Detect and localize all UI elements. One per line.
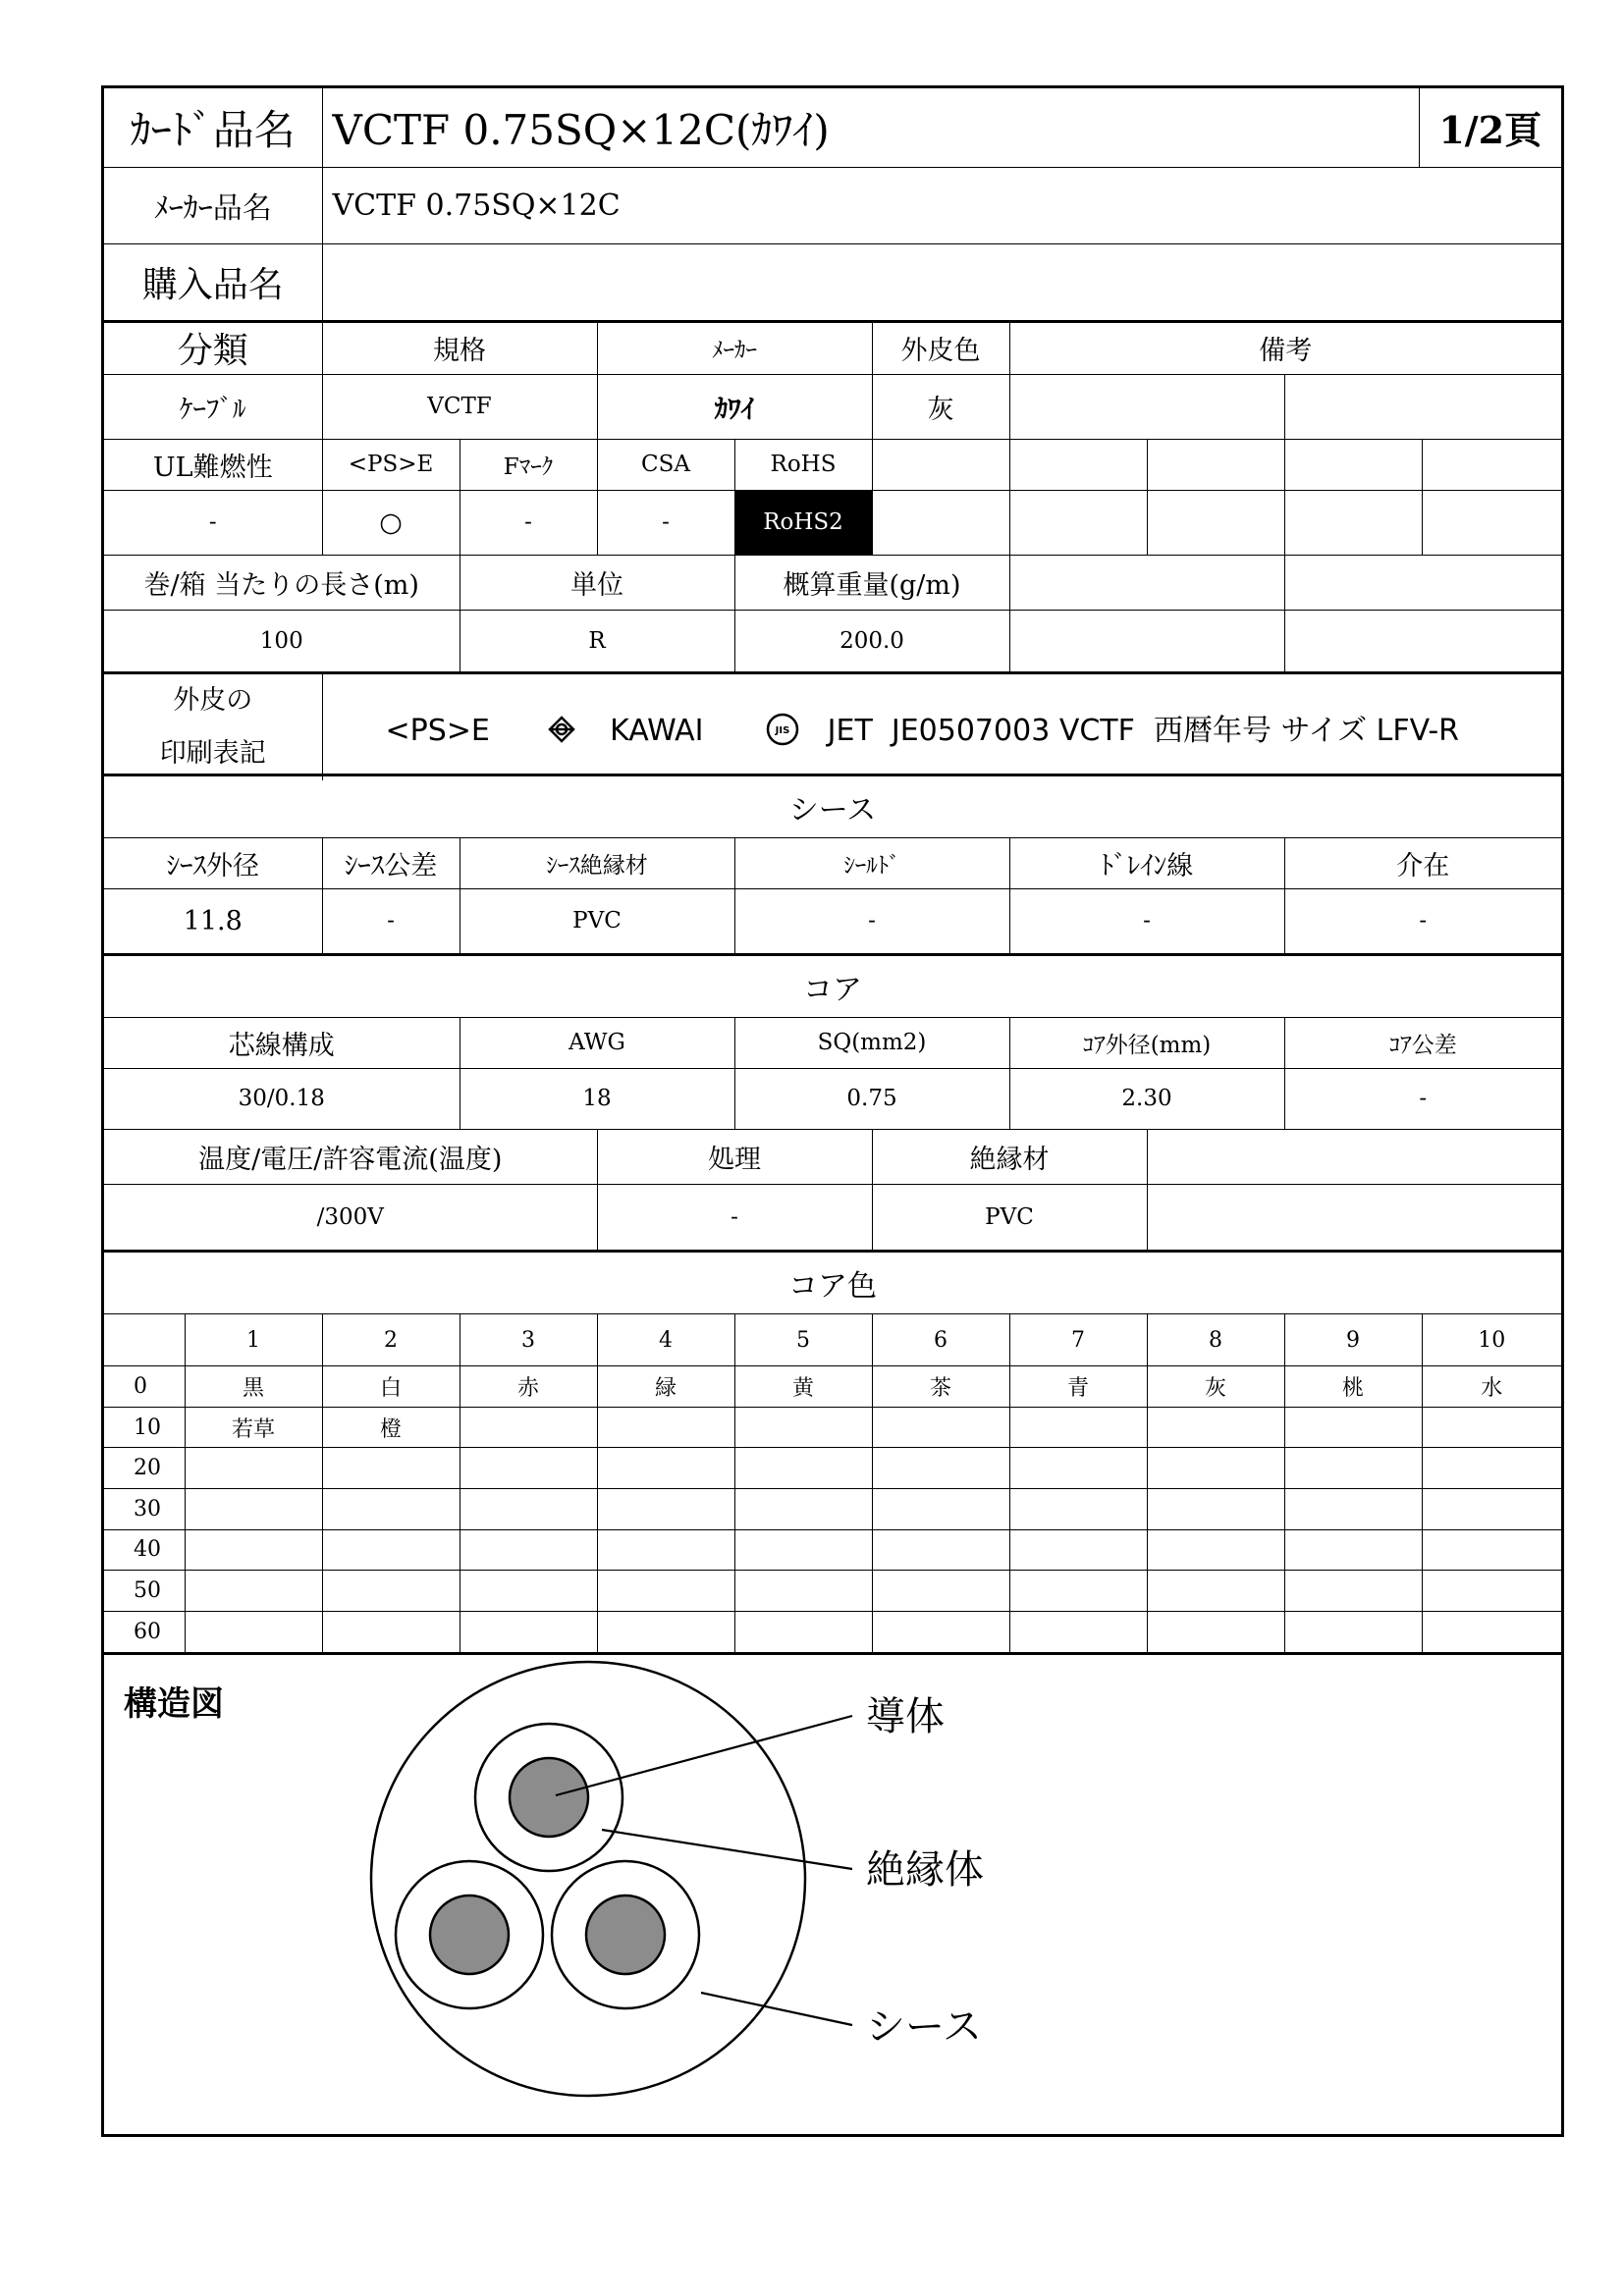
header-section bbox=[104, 88, 1561, 320]
core-bottom-left bbox=[396, 1861, 543, 2008]
conductor-label: 導体 bbox=[866, 1694, 945, 1739]
color-cell bbox=[1284, 1611, 1422, 1652]
sq-header: SQ(mm2) bbox=[734, 1017, 1009, 1068]
color-cell bbox=[872, 1611, 1009, 1652]
remarks-value-1 bbox=[1009, 374, 1284, 439]
csa-value: - bbox=[597, 490, 734, 555]
color-cell bbox=[1422, 1489, 1561, 1530]
color-row bbox=[104, 1489, 1561, 1530]
printing-rest-text: JET JE0507003 VCTF 西暦年号 サイズ LFV-R bbox=[827, 714, 1460, 748]
standards-empty-header-4 bbox=[1284, 439, 1422, 490]
classification-value: ｹｰﾌﾞﾙ bbox=[104, 374, 322, 439]
color-row bbox=[104, 1571, 1561, 1612]
color-cell bbox=[734, 1571, 872, 1612]
color-cell: 茶 bbox=[872, 1366, 1009, 1408]
color-col-header: 7 bbox=[1009, 1314, 1147, 1366]
standards-empty-value-5 bbox=[1422, 490, 1561, 555]
sheath-tolerance-value: - bbox=[322, 888, 460, 953]
color-row-index: 20 bbox=[104, 1448, 185, 1489]
sheath-tolerance-header: ｼｰｽ公差 bbox=[322, 837, 460, 888]
structure-diagram-title: 構造図 bbox=[124, 1684, 224, 1724]
sheath-insulation-header: ｼｰｽ絶縁材 bbox=[460, 837, 734, 888]
color-row bbox=[104, 1529, 1561, 1571]
color-cell bbox=[322, 1611, 460, 1652]
color-cell bbox=[597, 1407, 734, 1448]
maker-name-value: VCTF 0.75SQ×12C bbox=[322, 167, 1561, 243]
color-col-header: 10 bbox=[1422, 1314, 1561, 1366]
conductor-circle bbox=[430, 1896, 509, 1974]
card-name-value: VCTF 0.75SQ×12C(ｶﾜｲ) bbox=[322, 88, 1419, 167]
color-col-header: 3 bbox=[460, 1314, 597, 1366]
color-row bbox=[104, 1611, 1561, 1652]
color-cell bbox=[1147, 1448, 1284, 1489]
weight-value: 200.0 bbox=[734, 610, 1009, 671]
color-cell: 橙 bbox=[322, 1407, 460, 1448]
standards-empty-header-5 bbox=[1422, 439, 1561, 490]
page-number: 1/2頁 bbox=[1419, 88, 1561, 167]
pse-diamond-icon bbox=[548, 716, 575, 743]
color-cell bbox=[185, 1571, 322, 1612]
classification-header: 分類 bbox=[104, 323, 322, 374]
spec-section bbox=[104, 320, 1561, 671]
pse-header: <PS>E bbox=[322, 439, 460, 490]
printing-label-line-1: 外皮の bbox=[173, 685, 253, 716]
color-cell bbox=[734, 1529, 872, 1571]
color-cell: 桃 bbox=[1284, 1366, 1422, 1408]
core-bottom-right bbox=[552, 1861, 699, 2008]
printing-label bbox=[104, 674, 322, 780]
sheath-color-value: 灰 bbox=[872, 374, 1009, 439]
shield-header: ｼｰﾙﾄﾞ bbox=[734, 837, 1009, 888]
awg-header: AWG bbox=[460, 1017, 734, 1068]
printing-value bbox=[322, 674, 1561, 780]
color-cell bbox=[1284, 1571, 1422, 1612]
length-empty-value-2 bbox=[1284, 610, 1561, 671]
color-cell bbox=[1147, 1611, 1284, 1652]
color-cell bbox=[322, 1489, 460, 1530]
color-cell bbox=[872, 1489, 1009, 1530]
conductor-circle bbox=[510, 1758, 588, 1837]
printing-label-line-2: 印刷表記 bbox=[159, 738, 266, 769]
jis-mark-text: JIS bbox=[775, 725, 789, 736]
purchase-name-value bbox=[322, 243, 1561, 320]
color-row bbox=[104, 1366, 1561, 1408]
color-cell bbox=[185, 1448, 322, 1489]
color-cell bbox=[185, 1611, 322, 1652]
color-cell bbox=[1009, 1489, 1147, 1530]
standard-value: VCTF bbox=[322, 374, 597, 439]
manufacturer-value: ｶﾜｲ bbox=[597, 374, 872, 439]
color-cell bbox=[1009, 1407, 1147, 1448]
core-empty-value bbox=[1147, 1184, 1561, 1250]
sheath-outer-diameter-value: 11.8 bbox=[104, 888, 322, 953]
f-mark-header: Fﾏｰｸ bbox=[460, 439, 597, 490]
core-empty-header bbox=[1147, 1129, 1561, 1184]
rohs-header: RoHS bbox=[734, 439, 872, 490]
maker-name-label: ﾒｰｶｰ品名 bbox=[104, 167, 322, 243]
awg-value: 18 bbox=[460, 1068, 734, 1129]
color-row-index: 30 bbox=[104, 1489, 185, 1530]
core-title: コア bbox=[104, 956, 1561, 1017]
conductor-circle bbox=[586, 1896, 665, 1974]
sheath-section bbox=[104, 774, 1561, 953]
color-cell bbox=[1422, 1611, 1561, 1652]
color-cell bbox=[734, 1448, 872, 1489]
manufacturer-header: ﾒｰｶｰ bbox=[597, 323, 872, 374]
color-col-header: 8 bbox=[1147, 1314, 1284, 1366]
color-cell bbox=[185, 1489, 322, 1530]
strand-config-value: 30/0.18 bbox=[104, 1068, 460, 1129]
pse-mark-text: <PS>E bbox=[385, 714, 490, 748]
card-name-label: ｶｰﾄﾞ品名 bbox=[104, 88, 322, 167]
color-cell bbox=[1009, 1448, 1147, 1489]
color-cell: 水 bbox=[1422, 1366, 1561, 1408]
color-cell bbox=[322, 1571, 460, 1612]
sq-value: 0.75 bbox=[734, 1068, 1009, 1129]
core-outer-diameter-value: 2.30 bbox=[1009, 1068, 1284, 1129]
filler-value: - bbox=[1284, 888, 1561, 953]
color-cell bbox=[1009, 1571, 1147, 1612]
color-cell bbox=[460, 1489, 597, 1530]
structure-diagram-section bbox=[104, 1652, 1561, 2134]
standards-empty-value-4 bbox=[1284, 490, 1422, 555]
color-cell bbox=[1147, 1489, 1284, 1530]
color-cell bbox=[1422, 1571, 1561, 1612]
insulation-material-value: PVC bbox=[872, 1184, 1147, 1250]
remarks-value-2 bbox=[1284, 374, 1561, 439]
sheath-insulation-value: PVC bbox=[460, 888, 734, 953]
color-col-header bbox=[104, 1314, 185, 1366]
color-cell bbox=[1147, 1571, 1284, 1612]
ul-flame-header: UL難燃性 bbox=[104, 439, 322, 490]
color-col-header: 1 bbox=[185, 1314, 322, 1366]
color-cell bbox=[1284, 1489, 1422, 1530]
color-cell bbox=[460, 1571, 597, 1612]
remarks-header: 備考 bbox=[1009, 323, 1561, 374]
shield-value: - bbox=[734, 888, 1009, 953]
drain-wire-value: - bbox=[1009, 888, 1284, 953]
insulator-label: 絶縁体 bbox=[866, 1847, 984, 1893]
color-cell: 白 bbox=[322, 1366, 460, 1408]
color-cell bbox=[1009, 1611, 1147, 1652]
cable-spec-sheet bbox=[101, 85, 1564, 2137]
color-cell bbox=[1284, 1407, 1422, 1448]
color-cell bbox=[322, 1529, 460, 1571]
standards-empty-value-3 bbox=[1147, 490, 1284, 555]
color-cell bbox=[597, 1611, 734, 1652]
color-row bbox=[104, 1448, 1561, 1489]
core-tolerance-header: ｺｱ公差 bbox=[1284, 1017, 1561, 1068]
color-cell bbox=[734, 1489, 872, 1530]
standard-header: 規格 bbox=[322, 323, 597, 374]
treatment-value: - bbox=[597, 1184, 872, 1250]
color-cell bbox=[322, 1448, 460, 1489]
color-cell: 黄 bbox=[734, 1366, 872, 1408]
core-colors-section bbox=[104, 1250, 1561, 1652]
core-top bbox=[475, 1724, 623, 1871]
cable-cross-section-diagram bbox=[104, 1655, 1561, 2134]
color-col-header: 9 bbox=[1284, 1314, 1422, 1366]
color-row-index: 0 bbox=[104, 1366, 185, 1408]
color-cell bbox=[460, 1611, 597, 1652]
color-row-index: 50 bbox=[104, 1571, 185, 1612]
color-cell: 赤 bbox=[460, 1366, 597, 1408]
insulation-material-header: 絶縁材 bbox=[872, 1129, 1147, 1184]
color-cell bbox=[872, 1448, 1009, 1489]
color-cell bbox=[872, 1407, 1009, 1448]
color-cell bbox=[597, 1529, 734, 1571]
color-col-header: 5 bbox=[734, 1314, 872, 1366]
kawai-mark-text: KAWAI bbox=[610, 714, 704, 748]
f-mark-value: - bbox=[460, 490, 597, 555]
color-col-header: 6 bbox=[872, 1314, 1009, 1366]
color-cell bbox=[1009, 1529, 1147, 1571]
color-cell bbox=[872, 1571, 1009, 1612]
drain-wire-header: ﾄﾞﾚｲﾝ線 bbox=[1009, 837, 1284, 888]
color-cell bbox=[460, 1448, 597, 1489]
color-cell bbox=[1147, 1529, 1284, 1571]
temp-voltage-current-header: 温度/電圧/許容電流(温度) bbox=[104, 1129, 597, 1184]
weight-header: 概算重量(g/m) bbox=[734, 555, 1009, 610]
color-cell bbox=[460, 1407, 597, 1448]
printing-section bbox=[104, 671, 1561, 774]
color-cell bbox=[1147, 1407, 1284, 1448]
color-row bbox=[104, 1407, 1561, 1448]
color-cell bbox=[1422, 1448, 1561, 1489]
standards-empty-value-1 bbox=[872, 490, 1009, 555]
treatment-header: 処理 bbox=[597, 1129, 872, 1184]
color-cell bbox=[1422, 1529, 1561, 1571]
sheath-outer-diameter-header: ｼｰｽ外径 bbox=[104, 837, 322, 888]
pse-value: ○ bbox=[322, 490, 460, 555]
length-empty-value-1 bbox=[1009, 610, 1284, 671]
color-cell: 青 bbox=[1009, 1366, 1147, 1408]
color-cell bbox=[597, 1448, 734, 1489]
color-cell bbox=[1284, 1448, 1422, 1489]
filler-header: 介在 bbox=[1284, 837, 1561, 888]
standards-empty-header-2 bbox=[1009, 439, 1147, 490]
color-cell bbox=[460, 1529, 597, 1571]
core-colors-title: コア色 bbox=[104, 1253, 1561, 1314]
color-cell: 若草 bbox=[185, 1407, 322, 1448]
jis-mark-icon bbox=[766, 713, 799, 746]
color-cell: 緑 bbox=[597, 1366, 734, 1408]
color-cell: 灰 bbox=[1147, 1366, 1284, 1408]
temp-voltage-current-value: /300V bbox=[104, 1184, 597, 1250]
ul-flame-value: - bbox=[104, 490, 322, 555]
color-row-index: 10 bbox=[104, 1407, 185, 1448]
color-row-index: 40 bbox=[104, 1529, 185, 1571]
length-per-reel-header: 巻/箱 当たりの長さ(m) bbox=[104, 555, 460, 610]
unit-header: 単位 bbox=[460, 555, 734, 610]
purchase-name-label: 購入品名 bbox=[104, 243, 322, 320]
standards-empty-header-3 bbox=[1147, 439, 1284, 490]
color-cell bbox=[1422, 1407, 1561, 1448]
color-cell bbox=[597, 1489, 734, 1530]
standards-empty-value-2 bbox=[1009, 490, 1147, 555]
csa-header: CSA bbox=[597, 439, 734, 490]
length-per-reel-value: 100 bbox=[104, 610, 460, 671]
standards-empty-header-1 bbox=[872, 439, 1009, 490]
color-cell bbox=[185, 1529, 322, 1571]
color-cell: 黒 bbox=[185, 1366, 322, 1408]
color-row-index: 60 bbox=[104, 1611, 185, 1652]
color-col-header: 4 bbox=[597, 1314, 734, 1366]
color-cell bbox=[734, 1407, 872, 1448]
color-col-header: 2 bbox=[322, 1314, 460, 1366]
length-empty-header-1 bbox=[1009, 555, 1284, 610]
sheath-title: シース bbox=[104, 776, 1561, 837]
length-empty-header-2 bbox=[1284, 555, 1561, 610]
core-section bbox=[104, 953, 1561, 1250]
color-cell bbox=[597, 1571, 734, 1612]
core-tolerance-value: - bbox=[1284, 1068, 1561, 1129]
color-cell bbox=[1284, 1529, 1422, 1571]
sheath-label: シース bbox=[866, 2004, 982, 2050]
rohs-value: RoHS2 bbox=[734, 490, 872, 555]
sheath-color-header: 外皮色 bbox=[872, 323, 1009, 374]
unit-value: R bbox=[460, 610, 734, 671]
color-cell bbox=[734, 1611, 872, 1652]
strand-config-header: 芯線構成 bbox=[104, 1017, 460, 1068]
core-outer-diameter-header: ｺｱ外径(mm) bbox=[1009, 1017, 1284, 1068]
color-cell bbox=[872, 1529, 1009, 1571]
